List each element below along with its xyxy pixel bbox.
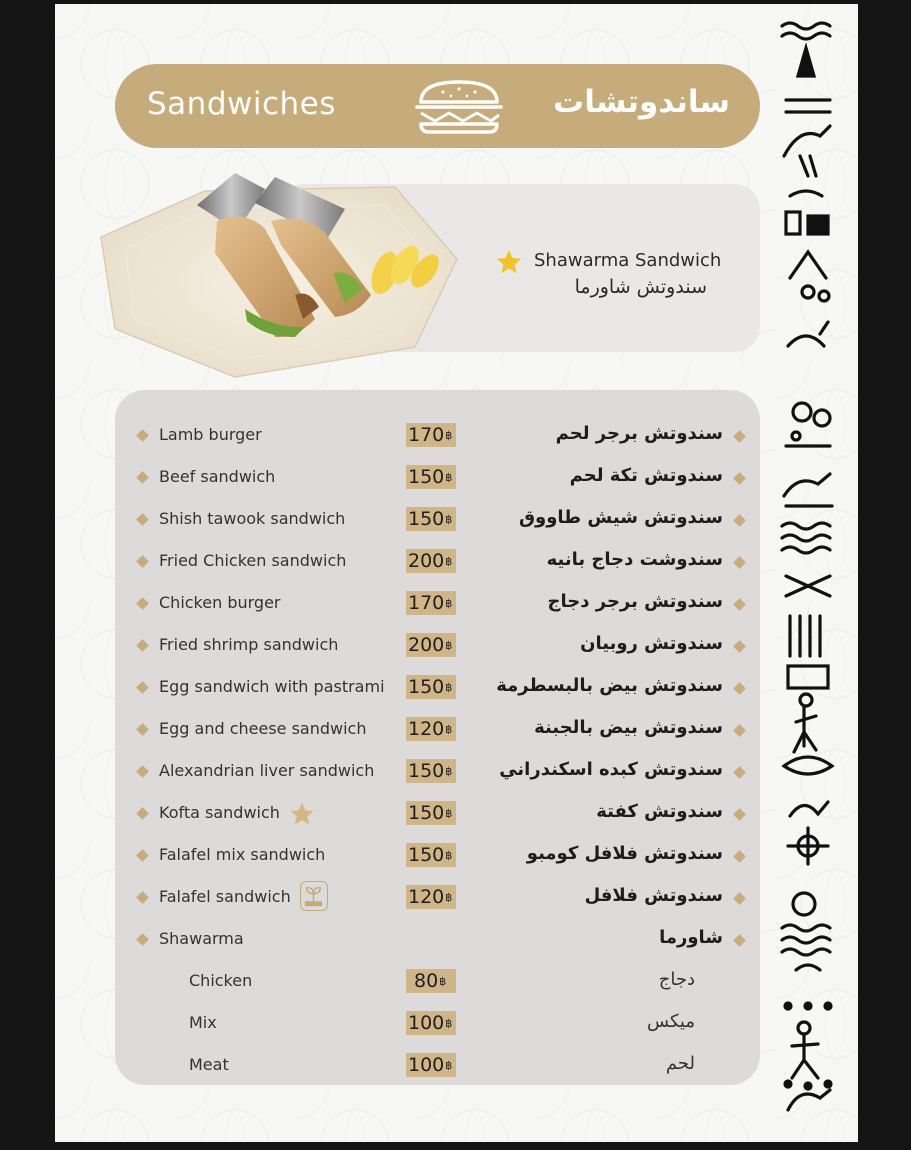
price-value: 100 (408, 1054, 445, 1076)
item-name-en: Shawarma (159, 929, 244, 948)
item-name-ar: سندوتش بيض بالبسطرمة (496, 675, 723, 696)
item-name-en: Mix (189, 1013, 217, 1032)
item-name-ar: سندوتش فلافل (584, 885, 723, 906)
item-price (406, 675, 456, 699)
item-price (406, 507, 456, 531)
menu-item-row (115, 751, 760, 793)
price-value: 150 (408, 466, 445, 488)
currency-symbol: ฿ (445, 638, 453, 652)
price-value: 170 (408, 424, 445, 446)
item-price (406, 423, 456, 447)
price-value: 150 (408, 508, 445, 530)
item-price (406, 1011, 456, 1035)
item-name-en: Alexandrian liver sandwich (159, 761, 375, 780)
price-value: 150 (408, 844, 445, 866)
item-name-en: Falafel mix sandwich (159, 845, 326, 864)
diamond-bullet-icon (733, 934, 746, 947)
diamond-bullet-icon (733, 892, 746, 905)
currency-symbol: ฿ (445, 554, 453, 568)
item-name-en: Kofta sandwich (159, 803, 280, 822)
item-price (406, 633, 456, 657)
item-name-ar: دجاج (658, 969, 695, 990)
currency-symbol: ฿ (445, 848, 453, 862)
diamond-bullet-icon (136, 723, 149, 736)
item-name-ar: سندوشت دجاج بانيه (546, 549, 723, 570)
shawarma-plate-image (95, 169, 460, 384)
item-name-en: Fried Chicken sandwich (159, 551, 347, 570)
item-name-ar: سندوتش شيش طاووق (518, 507, 723, 528)
currency-symbol: ฿ (445, 806, 453, 820)
menu-item-row (115, 457, 760, 499)
diamond-bullet-icon (733, 808, 746, 821)
currency-symbol: ฿ (445, 1058, 453, 1072)
menu-item-row (115, 919, 760, 961)
menu-page (55, 4, 858, 1142)
diamond-bullet-icon (733, 724, 746, 737)
section-title-en: Sandwiches (147, 86, 336, 122)
star-icon (495, 248, 523, 276)
diamond-bullet-icon (136, 597, 149, 610)
diamond-bullet-icon (136, 513, 149, 526)
item-name-ar: سندوتش روبيان (580, 633, 723, 654)
item-name-en: Lamb burger (159, 425, 262, 444)
menu-item-row (115, 667, 760, 709)
item-name-en: Meat (189, 1055, 229, 1074)
diamond-bullet-icon (136, 429, 149, 442)
item-name-ar: سندوتش فلافل كومبو (526, 843, 723, 864)
item-price (406, 801, 456, 825)
price-value: 120 (408, 718, 445, 740)
item-name-ar: ميكس (647, 1011, 695, 1032)
menu-item-row (115, 835, 760, 877)
item-price (406, 1053, 456, 1077)
featured-item-name-ar: سندوتش شاورما (574, 276, 707, 298)
item-name-en: Egg sandwich with pastrami (159, 677, 385, 696)
diamond-bullet-icon (136, 471, 149, 484)
diamond-bullet-icon (733, 430, 746, 443)
item-name-en: Chicken (189, 971, 253, 990)
diamond-bullet-icon (136, 555, 149, 568)
price-value: 100 (408, 1012, 445, 1034)
diamond-bullet-icon (733, 598, 746, 611)
item-name-ar: سندوتش برجر دجاج (547, 591, 723, 612)
item-name-en: Falafel sandwich (159, 887, 291, 906)
featured-item-name-en: Shawarma Sandwich (534, 250, 722, 271)
item-name-ar: سندوتش كبده اسكندراني (499, 759, 723, 780)
shawarma-option-row (115, 1045, 760, 1087)
item-name-en: Beef sandwich (159, 467, 276, 486)
diamond-bullet-icon (136, 639, 149, 652)
menu-item-row (115, 625, 760, 667)
item-name-en: Egg and cheese sandwich (159, 719, 367, 738)
item-name-ar: لحم (665, 1053, 695, 1074)
currency-symbol: ฿ (445, 428, 453, 442)
menu-item-row (115, 709, 760, 751)
price-value: 120 (408, 886, 445, 908)
item-name-ar: سندوتش كفتة (596, 801, 723, 822)
item-name-ar: سندوتش برجر لحم (555, 423, 723, 444)
item-price (406, 843, 456, 867)
diamond-bullet-icon (733, 850, 746, 863)
item-price (406, 465, 456, 489)
shawarma-option-row (115, 1003, 760, 1045)
menu-item-row (115, 541, 760, 583)
diamond-bullet-icon (733, 766, 746, 779)
item-name-ar: شاورما (659, 927, 723, 948)
item-price (406, 759, 456, 783)
currency-symbol: ฿ (445, 470, 453, 484)
item-price (406, 885, 456, 909)
diamond-bullet-icon (136, 807, 149, 820)
menu-list-panel (115, 390, 760, 1085)
menu-item-row (115, 877, 760, 919)
diamond-bullet-icon (733, 682, 746, 695)
currency-symbol: ฿ (445, 512, 453, 526)
price-value: 80 (414, 970, 439, 992)
diamond-bullet-icon (136, 933, 149, 946)
item-price (406, 969, 456, 993)
shawarma-option-row (115, 961, 760, 1003)
section-title-ar: ساندوتشات (553, 84, 730, 120)
currency-symbol: ฿ (439, 974, 447, 988)
price-value: 150 (408, 760, 445, 782)
diamond-bullet-icon (733, 472, 746, 485)
item-price (406, 591, 456, 615)
currency-symbol: ฿ (445, 596, 453, 610)
item-name-en: Chicken burger (159, 593, 281, 612)
currency-symbol: ฿ (445, 890, 453, 904)
item-name-en: Fried shrimp sandwich (159, 635, 339, 654)
section-header (115, 64, 760, 148)
currency-symbol: ฿ (445, 680, 453, 694)
diamond-bullet-icon (136, 681, 149, 694)
price-value: 150 (408, 802, 445, 824)
diamond-bullet-icon (136, 765, 149, 778)
item-name-ar: سندوتش تكة لحم (569, 465, 723, 486)
burger-icon (413, 78, 505, 136)
price-value: 200 (408, 634, 445, 656)
menu-item-row (115, 499, 760, 541)
diamond-bullet-icon (136, 891, 149, 904)
price-value: 150 (408, 676, 445, 698)
menu-item-row (115, 583, 760, 625)
menu-item-row (115, 793, 760, 835)
currency-symbol: ฿ (445, 764, 453, 778)
price-value: 170 (408, 592, 445, 614)
price-value: 200 (408, 550, 445, 572)
currency-symbol: ฿ (445, 722, 453, 736)
diamond-bullet-icon (136, 849, 149, 862)
diamond-bullet-icon (733, 640, 746, 653)
star-icon (289, 801, 315, 827)
vegan-icon (300, 881, 328, 911)
menu-item-row (115, 415, 760, 457)
diamond-bullet-icon (733, 556, 746, 569)
item-name-en: Shish tawook sandwich (159, 509, 346, 528)
item-price (406, 717, 456, 741)
diamond-bullet-icon (733, 514, 746, 527)
item-name-ar: سندوتش بيض بالجبنة (534, 717, 723, 738)
hieroglyph-border (780, 16, 838, 1116)
item-price (406, 549, 456, 573)
currency-symbol: ฿ (445, 1016, 453, 1030)
